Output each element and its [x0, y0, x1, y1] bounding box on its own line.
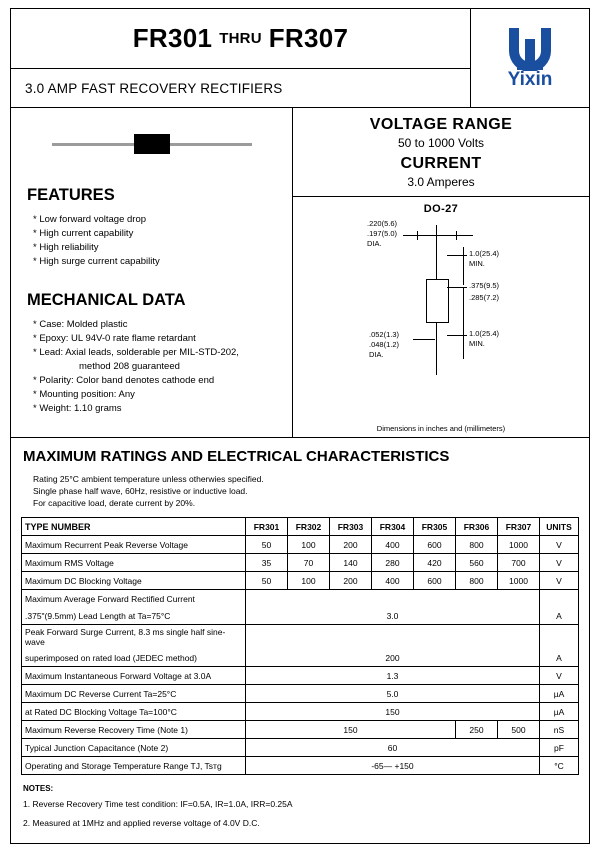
column-header-fr305: FR305	[414, 518, 456, 536]
note-item: 1. Reverse Recovery Time test condition: IF=0.5A, IR=1.0A, IRR=0.25A	[23, 799, 293, 809]
cell-unit: µA	[540, 685, 579, 703]
package-drawing-block	[293, 197, 589, 437]
features-column	[11, 108, 293, 437]
diode-figure	[21, 108, 282, 180]
cell-value: 100	[288, 536, 330, 554]
cell-value: 250	[456, 721, 498, 739]
list-item: * Weight: 1.10 grams	[33, 403, 122, 414]
cell-value: 800	[456, 536, 498, 554]
cell-value: 420	[414, 554, 456, 572]
cell-value	[246, 625, 540, 650]
column-header-fr302: FR302	[288, 518, 330, 536]
page-header	[10, 8, 590, 108]
list-item: method 208 guaranteed	[79, 361, 180, 372]
row-label: Peak Forward Surge Current, 8.3 ms single half sine-wave	[22, 625, 246, 650]
cell-value: 60	[246, 739, 540, 757]
page-title-part1: FR301	[132, 23, 213, 53]
features-heading: FEATURES	[27, 186, 115, 204]
table-row	[22, 721, 579, 739]
lead-dia-pointer	[413, 339, 435, 340]
ratings-conditions	[33, 473, 579, 509]
page-subtitle: 3.0 AMP FAST RECOVERY RECTIFIERS	[25, 80, 283, 96]
page-title-thru: THRU	[219, 30, 262, 47]
bottom-length-ext	[463, 323, 464, 359]
package-dimension-drawing	[293, 217, 589, 387]
dim-bottom-lead-length: 1.0(25.4)	[469, 329, 500, 338]
row-label: Maximum RMS Voltage	[22, 554, 246, 572]
package-column	[293, 108, 589, 437]
diode-lead-left	[52, 143, 134, 146]
table-row	[22, 685, 579, 703]
dim-lead-dia-label: DIA.	[369, 350, 384, 359]
table-row	[22, 572, 579, 590]
table-row	[22, 757, 579, 775]
cell-unit: V	[540, 554, 579, 572]
list-item: * Low forward voltage drop	[33, 214, 147, 225]
diode-lead-right	[170, 143, 252, 146]
cell-value: 100	[288, 572, 330, 590]
row-label: Maximum Reverse Recovery Time (Note 1)	[22, 721, 246, 739]
package-name: DO-27	[423, 203, 459, 215]
list-item: * Mounting position: Any	[33, 389, 135, 400]
mechanical-heading: MECHANICAL DATA	[27, 291, 186, 309]
cell-value: 200	[330, 536, 372, 554]
cell-unit: V	[540, 572, 579, 590]
list-item: * High surge current capability	[33, 256, 160, 267]
column-header-type: TYPE NUMBER	[22, 518, 246, 536]
cell-value: 280	[372, 554, 414, 572]
list-item: * Epoxy: UL 94V-0 rate flame retardant	[33, 333, 196, 344]
table-header-row	[22, 518, 579, 536]
cell-value: 560	[456, 554, 498, 572]
row-label: Operating and Storage Temperature Range TJ, Tsтg	[22, 757, 246, 775]
condition-line: Single phase half wave, 60Hz, resistive or inductive load.	[33, 486, 248, 496]
list-item: * Lead: Axial leads, solderable per MIL-STD-202,	[33, 347, 239, 358]
dim-top-lead-min: MIN.	[469, 259, 485, 268]
cell-unit	[540, 590, 579, 608]
voltage-range-title: VOLTAGE RANGE	[369, 116, 513, 133]
current-title: CURRENT	[400, 155, 482, 172]
list-item: * Polarity: Color band denotes cathode end	[33, 375, 215, 386]
ratings-heading: MAXIMUM RATINGS AND ELECTRICAL CHARACTERISTICS	[23, 448, 450, 465]
mid-section	[10, 108, 590, 438]
cell-value: 140	[330, 554, 372, 572]
list-item: * Case: Molded plastic	[33, 319, 128, 330]
column-header-fr306: FR306	[456, 518, 498, 536]
title-row	[11, 9, 470, 69]
column-header-fr307: FR307	[498, 518, 540, 536]
yixin-u-logo-icon	[503, 25, 557, 71]
range-block	[293, 108, 589, 197]
row-label: Maximum DC Reverse Current Ta=25°C	[22, 685, 246, 703]
dim-bottom-lead-min: MIN.	[469, 339, 485, 348]
dim-lead-dia-min: .048(1.2)	[369, 340, 400, 349]
row-label: Maximum Instantaneous Forward Voltage at 3.0A	[22, 667, 246, 685]
width-tick-left	[417, 231, 418, 240]
header-left	[11, 9, 470, 107]
cell-value: 3.0	[246, 607, 540, 625]
cell-value: 50	[246, 572, 288, 590]
page-title-part2: FR307	[268, 23, 349, 53]
diode-body	[134, 134, 170, 154]
cell-value: 70	[288, 554, 330, 572]
table-row	[22, 649, 579, 667]
notes-heading: NOTES:	[23, 784, 54, 793]
cell-unit: V	[540, 667, 579, 685]
cell-unit	[540, 625, 579, 650]
cell-unit: V	[540, 536, 579, 554]
cell-value: 800	[456, 572, 498, 590]
column-header-fr304: FR304	[372, 518, 414, 536]
row-label: Maximum Recurrent Peak Reverse Voltage	[22, 536, 246, 554]
dim-top-lead-length: 1.0(25.4)	[469, 249, 500, 258]
list-item: * High current capability	[33, 228, 134, 239]
row-label: .375"(9.5mm) Lead Length at Ta=75°C	[22, 607, 246, 625]
ratings-table	[21, 517, 579, 775]
cell-value: 200	[246, 649, 540, 667]
cell-value: -65— +150	[246, 757, 540, 775]
cell-value: 700	[498, 554, 540, 572]
cell-unit: pF	[540, 739, 579, 757]
table-row	[22, 625, 579, 650]
cell-value: 400	[372, 536, 414, 554]
table-row	[22, 554, 579, 572]
list-item: * High reliability	[33, 242, 99, 253]
width-tick-right	[456, 231, 457, 240]
dim-body-length-max: .375(9.5)	[469, 281, 500, 290]
cell-value: 600	[414, 536, 456, 554]
cell-value: 150	[246, 721, 456, 739]
cell-value: 1.3	[246, 667, 540, 685]
row-label: superimposed on rated load (JEDEC method)	[22, 649, 246, 667]
top-length-pointer	[447, 255, 467, 256]
dim-lead-dia-max: .052(1.3)	[369, 330, 400, 339]
cell-unit: nS	[540, 721, 579, 739]
table-row	[22, 590, 579, 608]
cell-value: 1000	[498, 536, 540, 554]
voltage-range-value: 50 to 1000 Volts	[397, 136, 485, 150]
cell-value: 1000	[498, 572, 540, 590]
cell-unit: °C	[540, 757, 579, 775]
dim-body-length-min: .285(7.2)	[469, 293, 500, 302]
column-header-units: UNITS	[540, 518, 579, 536]
column-header-fr303: FR303	[330, 518, 372, 536]
cell-value: 50	[246, 536, 288, 554]
body-length-pointer-top	[447, 287, 467, 288]
cell-value: 500	[498, 721, 540, 739]
ratings-section	[10, 438, 590, 844]
body-length-ext	[463, 287, 464, 323]
table-row	[22, 667, 579, 685]
dim-diameter-max: .220(5.6)	[367, 219, 398, 228]
table-row	[22, 739, 579, 757]
features-list	[33, 213, 282, 269]
condition-line: Rating 25°C ambient temperature unless otherwies specified.	[33, 474, 264, 484]
logo-name: Yixin	[507, 69, 553, 90]
cell-value: 600	[414, 572, 456, 590]
row-label: Maximum Average Forward Rectified Current	[22, 590, 246, 608]
table-row	[22, 607, 579, 625]
package-footnote: Dimensions in inches and (millimeters)	[376, 424, 506, 433]
cell-unit: A	[540, 607, 579, 625]
cell-unit: µA	[540, 703, 579, 721]
row-label: at Rated DC Blocking Voltage Ta=100°C	[22, 703, 246, 721]
cell-value: 200	[330, 572, 372, 590]
width-dimension-line	[403, 235, 473, 236]
current-value: 3.0 Amperes	[407, 175, 475, 189]
bottom-length-pointer	[447, 335, 467, 336]
cell-value: 35	[246, 554, 288, 572]
dim-diameter-label: DIA.	[367, 239, 382, 248]
logo-block	[470, 9, 589, 107]
mechanical-list	[33, 318, 282, 416]
cell-value: 150	[246, 703, 540, 721]
table-row	[22, 536, 579, 554]
cell-value: 5.0	[246, 685, 540, 703]
note-item: 2. Measured at 1MHz and applied reverse voltage of 4.0V D.C.	[23, 818, 260, 828]
top-length-ext	[463, 247, 464, 285]
cell-value	[246, 590, 540, 608]
subtitle-row	[11, 69, 470, 107]
package-body-shape	[426, 279, 449, 323]
condition-line: For capacitive load, derate current by 20%.	[33, 498, 196, 508]
column-header-fr301: FR301	[246, 518, 288, 536]
table-row	[22, 703, 579, 721]
row-label: Maximum DC Blocking Voltage	[22, 572, 246, 590]
cell-value: 400	[372, 572, 414, 590]
dim-diameter-min: .197(5.0)	[367, 229, 398, 238]
diode-drawing	[52, 134, 252, 154]
cell-unit: A	[540, 649, 579, 667]
row-label: Typical Junction Capacitance (Note 2)	[22, 739, 246, 757]
